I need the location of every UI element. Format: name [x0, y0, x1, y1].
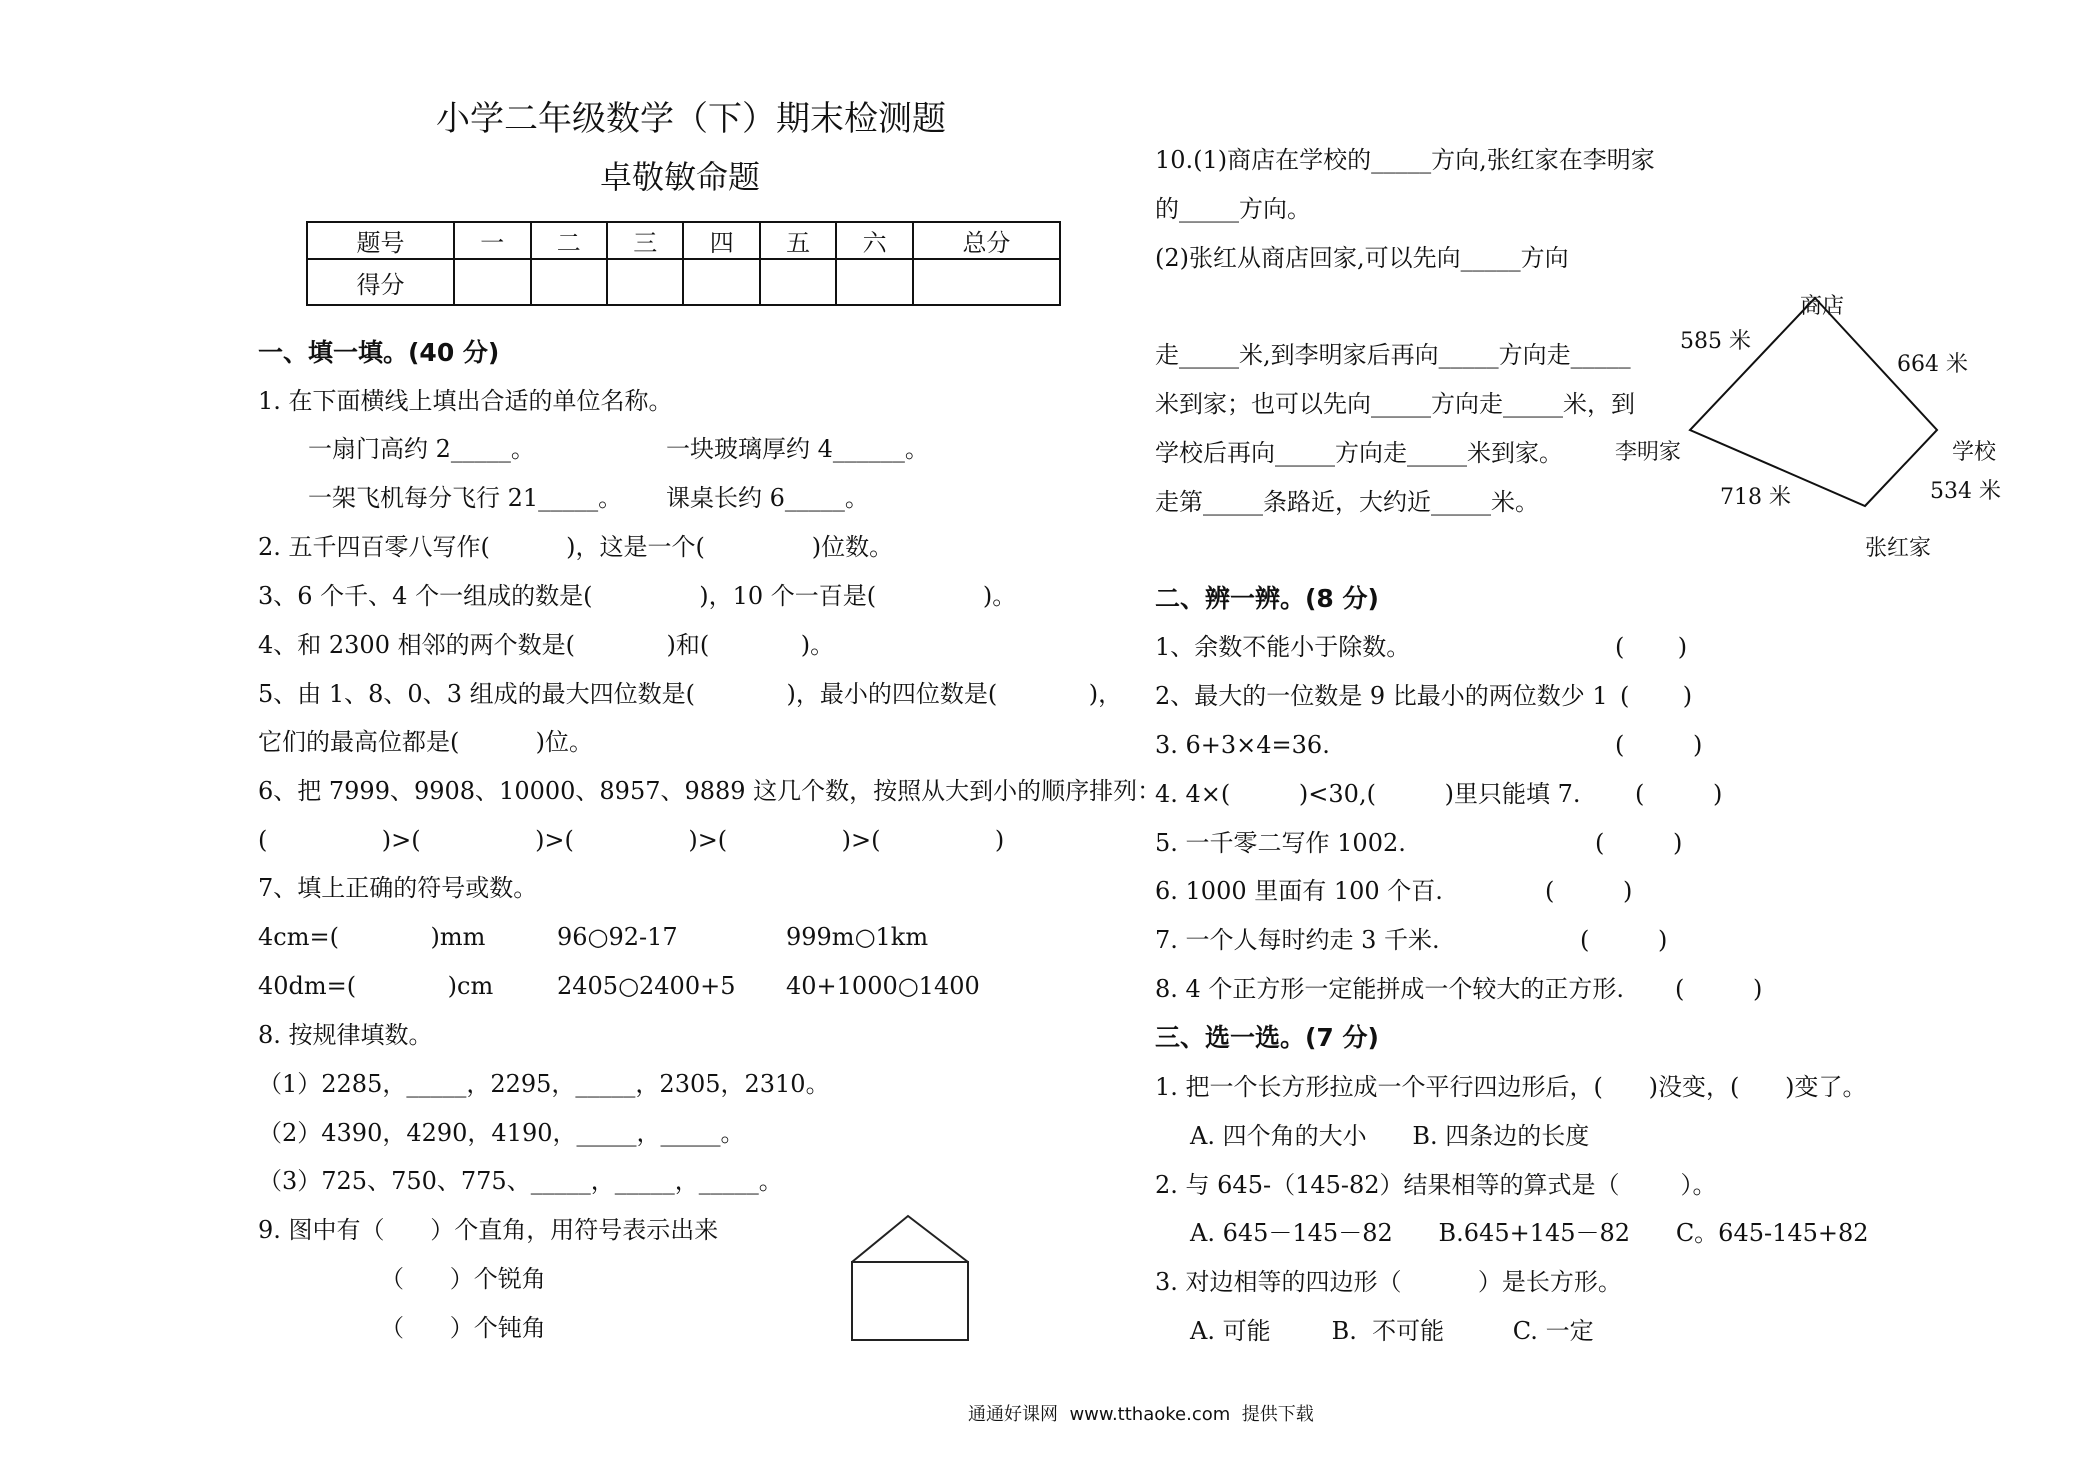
q10-line: 米到家；也可以先向_____方向走_____米，到 — [1155, 390, 1635, 418]
score-cell — [683, 259, 759, 305]
judge-line: 3. 6+3×4=36. — [1155, 731, 1330, 759]
choice-line: 1. 把一个长方形拉成一个平行四边形后，( )没变，( )变了。 — [1155, 1073, 1867, 1101]
map-distance-label: 585 米 — [1680, 329, 1751, 354]
question-line: 课桌长约 6_____。 — [666, 484, 869, 512]
choice-options: A. 四个角的大小 B. 四条边的长度 — [1190, 1122, 1590, 1150]
question-line: 40+1000○1400 — [786, 972, 980, 1000]
question-line: （1）2285，_____，2295，_____，2305，2310。 — [258, 1070, 830, 1098]
question-line: 96○92-17 — [557, 923, 678, 951]
score-table — [306, 221, 1061, 306]
map-label-liming-home: 李明家 — [1615, 440, 1682, 465]
q10-line: 学校后再向_____方向走_____米到家。 — [1155, 439, 1563, 467]
score-header-cell: 六 — [836, 222, 912, 259]
judge-line: 5. 一千零二写作 1002. — [1155, 829, 1406, 857]
page-title: 小学二年级数学（下）期末检测题 — [436, 99, 946, 139]
judge-bracket: ( ) — [1620, 682, 1693, 710]
question-line: ( )>( )>( )>( )>( ) — [258, 826, 1005, 854]
judge-bracket: ( ) — [1595, 829, 1683, 857]
question-line: 一块玻璃厚约 4______。 — [666, 435, 929, 463]
map-label-zhanghong-home: 张红家 — [1865, 536, 1932, 561]
judge-line: 8. 4 个正方形一定能拼成一个较大的正方形. — [1155, 975, 1625, 1003]
judge-bracket: ( ) — [1615, 731, 1703, 759]
question-line: 7、填上正确的符号或数。 — [258, 874, 538, 902]
question-line: 9. 图中有（ ）个直角，用符号表示出来 — [258, 1216, 719, 1244]
score-cell — [607, 259, 683, 305]
section1-heading: 一、填一填。(40 分) — [258, 338, 500, 367]
judge-bracket: ( ) — [1580, 926, 1668, 954]
choice-options: A. 645－145－82 B.645+145－82 C。645-145+82 — [1190, 1219, 1869, 1247]
q10-line: 10.(1)商店在学校的_____方向,张红家在李明家 — [1155, 146, 1655, 174]
house-figure — [840, 1210, 980, 1345]
score-cell — [531, 259, 607, 305]
score-cell — [454, 259, 530, 305]
question-line: 6、把 7999、9908、10000、8957、9889 这几个数，按照从大到小的顺序排列： — [258, 777, 1162, 805]
question-line: 3、6 个千、4 个一组成的数是( )，10 个一百是( )。 — [258, 582, 1017, 610]
question-line: 它们的最高位都是( )位。 — [258, 728, 594, 756]
score-header-cell: 二 — [531, 222, 607, 259]
choice-line: 3. 对边相等的四边形（ ）是长方形。 — [1155, 1268, 1622, 1296]
question-line: 1. 在下面横线上填出合适的单位名称。 — [258, 387, 673, 415]
question-line: 一架飞机每分飞行 21_____。 — [308, 484, 623, 512]
score-cell — [913, 259, 1060, 305]
author-line: 卓敬敏命题 — [600, 158, 761, 196]
footer-source: 通通好课网 www.tthaoke.com 提供下载 — [968, 1404, 1314, 1425]
score-header-cell: 五 — [760, 222, 836, 259]
judge-line: 4. 4×( )<30,( )里只能填 7. — [1155, 780, 1581, 808]
score-header-cell: 三 — [607, 222, 683, 259]
judge-line: 7. 一个人每时约走 3 千米. — [1155, 926, 1440, 954]
score-row-label: 得分 — [307, 259, 454, 305]
score-header-cell: 题号 — [307, 222, 454, 259]
score-header-cell: 四 — [683, 222, 759, 259]
section2-heading: 二、辨一辨。(8 分) — [1155, 584, 1379, 613]
score-cell — [836, 259, 912, 305]
question-line: 4cm=( )mm — [258, 923, 486, 951]
score-header-cell: 一 — [454, 222, 530, 259]
score-cell — [760, 259, 836, 305]
map-distance-label: 534 米 — [1930, 479, 2001, 504]
question-line: 2405○2400+5 — [557, 972, 736, 1000]
question-line: （ ）个钝角 — [380, 1314, 546, 1342]
judge-line: 6. 1000 里面有 100 个百. — [1155, 877, 1443, 905]
judge-bracket: ( ) — [1615, 633, 1688, 661]
question-line: 8. 按规律填数。 — [258, 1021, 433, 1049]
q10-line: 走_____米,到李明家后再向_____方向走_____ — [1155, 341, 1631, 369]
judge-bracket: ( ) — [1675, 975, 1763, 1003]
q10-line: 的_____方向。 — [1155, 195, 1311, 223]
section3-heading: 三、选一选。(7 分) — [1155, 1023, 1379, 1052]
question-line: （2）4390，4290，4190，_____，_____。 — [258, 1119, 745, 1147]
choice-line: 2. 与 645-（145-82）结果相等的算式是（ ）。 — [1155, 1171, 1717, 1199]
question-line: 4、和 2300 相邻的两个数是( )和( )。 — [258, 631, 835, 659]
score-header-cell: 总分 — [913, 222, 1060, 259]
judge-line: 1、余数不能小于除数。 — [1155, 633, 1411, 661]
question-line: （3）725、750、775、_____，_____，_____。 — [258, 1167, 783, 1195]
judge-line: 2、最大的一位数是 9 比最小的两位数少 1 — [1155, 682, 1608, 710]
map-label-shop: 商店 — [1800, 294, 1845, 319]
map-distance-label: 718 米 — [1720, 485, 1791, 510]
q10-line: (2)张红从商店回家,可以先向_____方向 — [1155, 244, 1569, 272]
question-line: 999m○1km — [786, 923, 929, 951]
question-line: 5、由 1、8、0、3 组成的最大四位数是( )，最小的四位数是( )， — [258, 680, 1123, 708]
judge-bracket: ( ) — [1635, 780, 1723, 808]
map-label-school: 学校 — [1952, 440, 1997, 465]
question-line: 一扇门高约 2_____。 — [308, 435, 535, 463]
choice-options: A. 可能 B. 不可能 C. 一定 — [1190, 1317, 1594, 1345]
q10-line: 走第_____条路近，大约近_____米。 — [1155, 488, 1539, 516]
judge-bracket: ( ) — [1545, 877, 1633, 905]
map-distance-label: 664 米 — [1897, 352, 1968, 377]
question-line: 2. 五千四百零八写作( )，这是一个( )位数。 — [258, 533, 894, 561]
question-line: 40dm=( )cm — [258, 972, 494, 1000]
question-line: （ ）个锐角 — [380, 1265, 546, 1293]
